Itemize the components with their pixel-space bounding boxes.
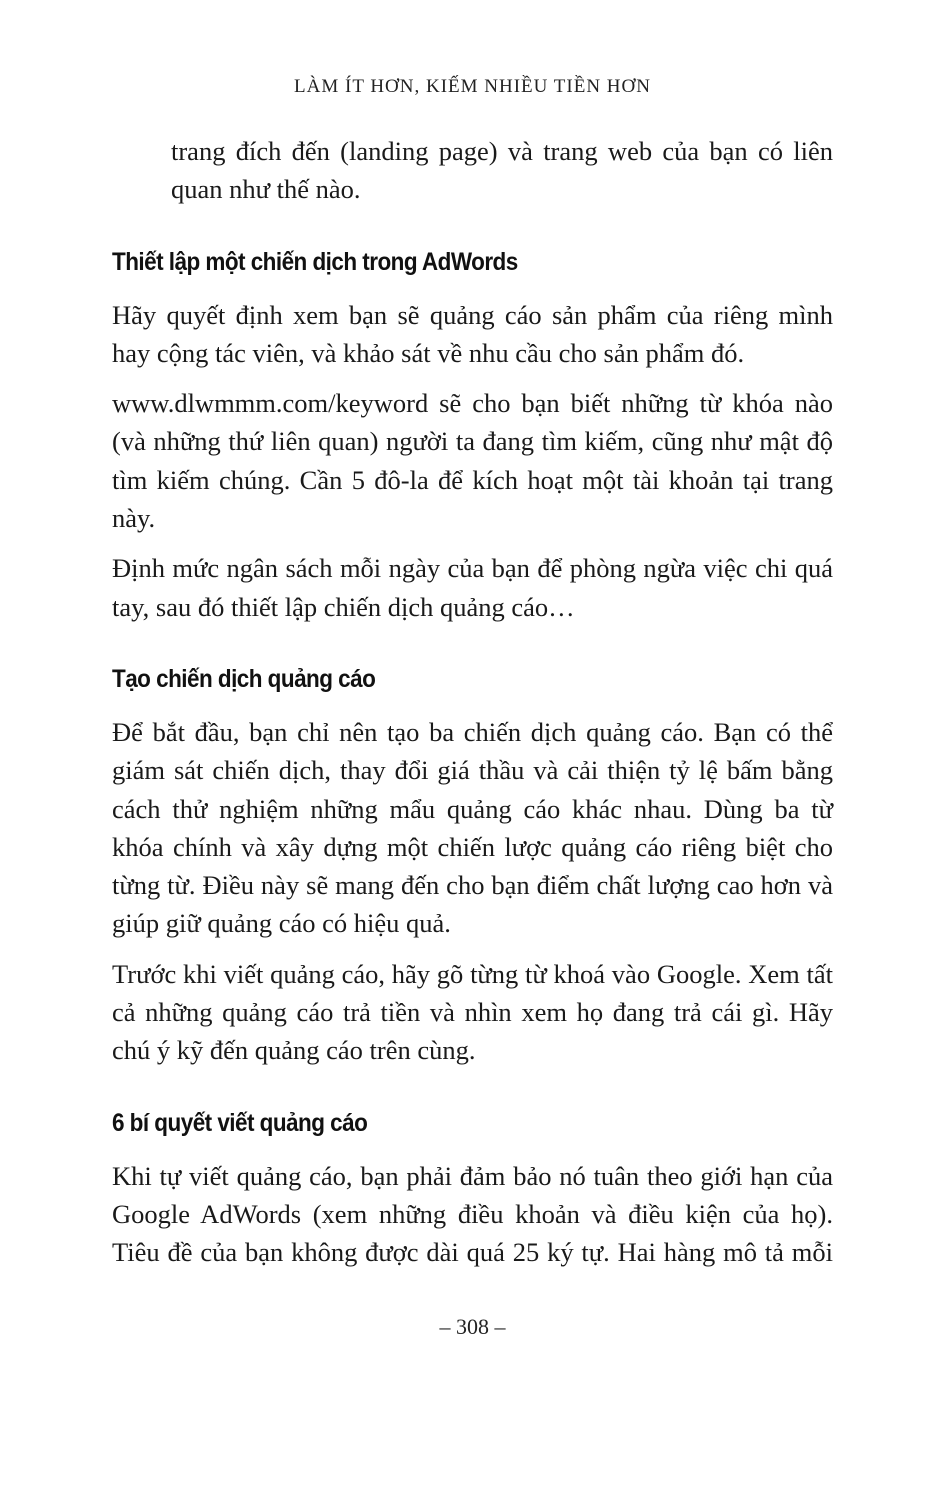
section-heading-ad-writing-tips: 6 bí quyết viết quảng cáo	[112, 1108, 368, 1137]
paragraph: Trước khi viết quảng cáo, hãy gõ từng từ khoá vào Google. Xem tất cả những quảng cáo trả tiền và nhìn xem họ đang trả cái gì. Hãy chú ý kỹ đến quảng cáo trên cùng.	[112, 958, 833, 1066]
section-heading-create-campaign: Tạo chiến dịch quảng cáo	[112, 664, 376, 693]
page-number: – 308 –	[439, 1314, 506, 1339]
paragraph: www.dlwmmm.com/keyword sẽ cho bạn biết những từ khóa nào (và những thứ liên quan) người ta đang tìm kiếm, cũng như mật độ tìm kiếm chúng. Cần 5 đô-la để kích hoạt một tài khoản tại trang này.	[112, 388, 833, 534]
paragraph: Hãy quyết định xem bạn sẽ quảng cáo sản phẩm của riêng mình hay cộng tác viên, và khảo sát về nhu cầu cho sản phẩm đó.	[112, 299, 833, 368]
running-header: LÀM ÍT HƠN, KIẾM NHIỀU TIỀN HƠN	[294, 76, 651, 97]
section-heading-adwords-setup: Thiết lập một chiến dịch trong AdWords	[112, 247, 518, 276]
intro-continuation-paragraph: trang đích đến (landing page) và trang web của bạn có liên quan như thế nào.	[171, 136, 833, 205]
paragraph: Để bắt đầu, bạn chỉ nên tạo ba chiến dịch quảng cáo. Bạn có thể giám sát chiến dịch, thay đổi giá thầu và cải thiện tỷ lệ bấm bằng cách thử nghiệm những mẩu quảng cáo khác nhau. Dùng ba từ khóa chính và xây dựng một chiến lược quảng cáo riêng biệt cho từng từ. Điều này sẽ mang đến cho bạn điểm chất lượng cao hơn và giúp giữ quảng cáo có hiệu quả.	[112, 716, 833, 939]
paragraph: Khi tự viết quảng cáo, bạn phải đảm bảo nó tuân theo giới hạn của Google AdWords (xem những điều khoản và điều kiện của họ). Tiêu đề của bạn không được dài quá 25 ký tự. Hai hàng mô tả mỗi	[112, 1160, 833, 1268]
paragraph: Định mức ngân sách mỗi ngày của bạn để phòng ngừa việc chi quá tay, sau đó thiết lập chiến dịch quảng cáo…	[112, 553, 833, 622]
page-content	[112, 132, 833, 1272]
